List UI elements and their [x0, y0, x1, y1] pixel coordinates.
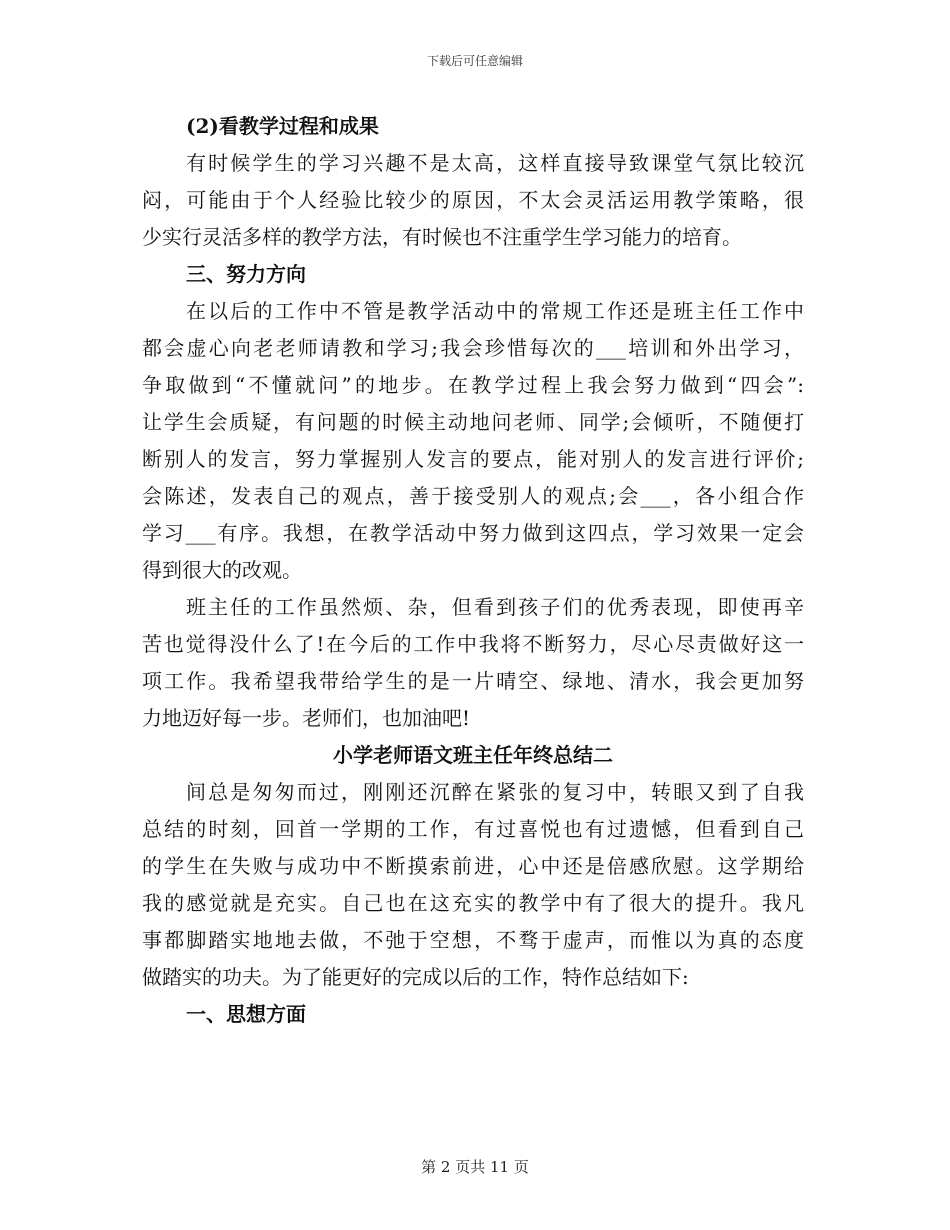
paragraph-teaching-process: [142, 145, 804, 256]
paragraph-line: 得到很大的改观。: [142, 558, 302, 582]
paragraph-line: 做踏实的功夫。为了能更好的完成以后的工作，特作总结如下:: [142, 965, 689, 989]
paragraph-line: 我的感觉就是充实。自己也在这充实的教学中有了很大的提升。我凡: [142, 891, 804, 915]
paragraph-line: 项工作。我希望我带给学生的是一片晴空、绿地、清水，我会更加努: [142, 669, 804, 693]
page-header: 下载后可任意编辑: [426, 54, 523, 68]
paragraph-line: 在以后的工作中不管是教学活动中的常规工作还是班主任工作中: [186, 299, 804, 323]
paragraph-summary-intro: [142, 774, 804, 996]
document-body: [142, 108, 804, 1033]
paragraph-line: 学习___有序。我想，在教学活动中努力做到这四点，学习效果一定会: [142, 521, 804, 545]
paragraph-line: 班主任的工作虽然烦、杂，但看到孩子们的优秀表现，即使再辛: [186, 595, 804, 619]
paragraph-line: 苦也觉得没什么了!在今后的工作中我将不断努力，尽心尽责做好这一: [142, 632, 804, 656]
paragraph-class-teacher-work: [142, 589, 804, 737]
paragraph-line: 少实行灵活多样的教学方法，有时候也不注重学生学习能力的培育。: [142, 225, 742, 249]
section-heading-ideology: 一、思想方面: [186, 1002, 306, 1026]
section-heading-teaching-process: (2)看教学过程和成果: [186, 114, 379, 138]
paragraph-line: 闷，可能由于个人经验比较少的原因，不太会灵活运用教学策略，很: [142, 188, 804, 212]
paragraph-line: 间总是匆匆而过，刚刚还沉醉在紧张的复习中，转眼又到了自我: [186, 780, 804, 804]
paragraph-line: 的学生在失败与成功中不断摸索前进，心中还是倍感欣慰。这学期给: [142, 854, 804, 878]
paragraph-line: 力地迈好每一步。老师们，也加油吧!: [142, 706, 471, 730]
paragraph-line: 让学生会质疑，有问题的时候主动地问老师、同学;会倾听，不随便打: [142, 410, 804, 434]
paragraph-line: 有时候学生的学习兴趣不是太高，这样直接导致课堂气氛比较沉: [186, 151, 804, 175]
paragraph-line: 总结的时刻，回首一学期的工作，有过喜悦也有过遗憾，但看到自己: [142, 817, 804, 841]
paragraph-line: 都会虚心向老老师请教和学习;我会珍惜每次的___培训和外出学习，: [142, 336, 804, 360]
section-heading-effort-direction: 三、努力方向: [186, 262, 306, 286]
paragraph-line: 事都脚踏实地地去做，不弛于空想，不骛于虚声，而惟以为真的态度: [142, 928, 804, 952]
document-title-2: 小学老师语文班主任年终总结二: [333, 743, 613, 767]
page-footer: 第 2 页共 11 页: [421, 1158, 529, 1176]
paragraph-effort-direction: [142, 293, 804, 589]
paragraph-line: 断别人的发言，努力掌握别人发言的要点，能对别人的发言进行评价;: [142, 447, 804, 471]
paragraph-line: 会陈述，发表自己的观点，善于接受别人的观点;会___，各小组合作: [142, 484, 804, 508]
paragraph-line: 争取做到“不懂就问”的地步。在教学过程上我会努力做到“四会”:: [142, 373, 804, 397]
